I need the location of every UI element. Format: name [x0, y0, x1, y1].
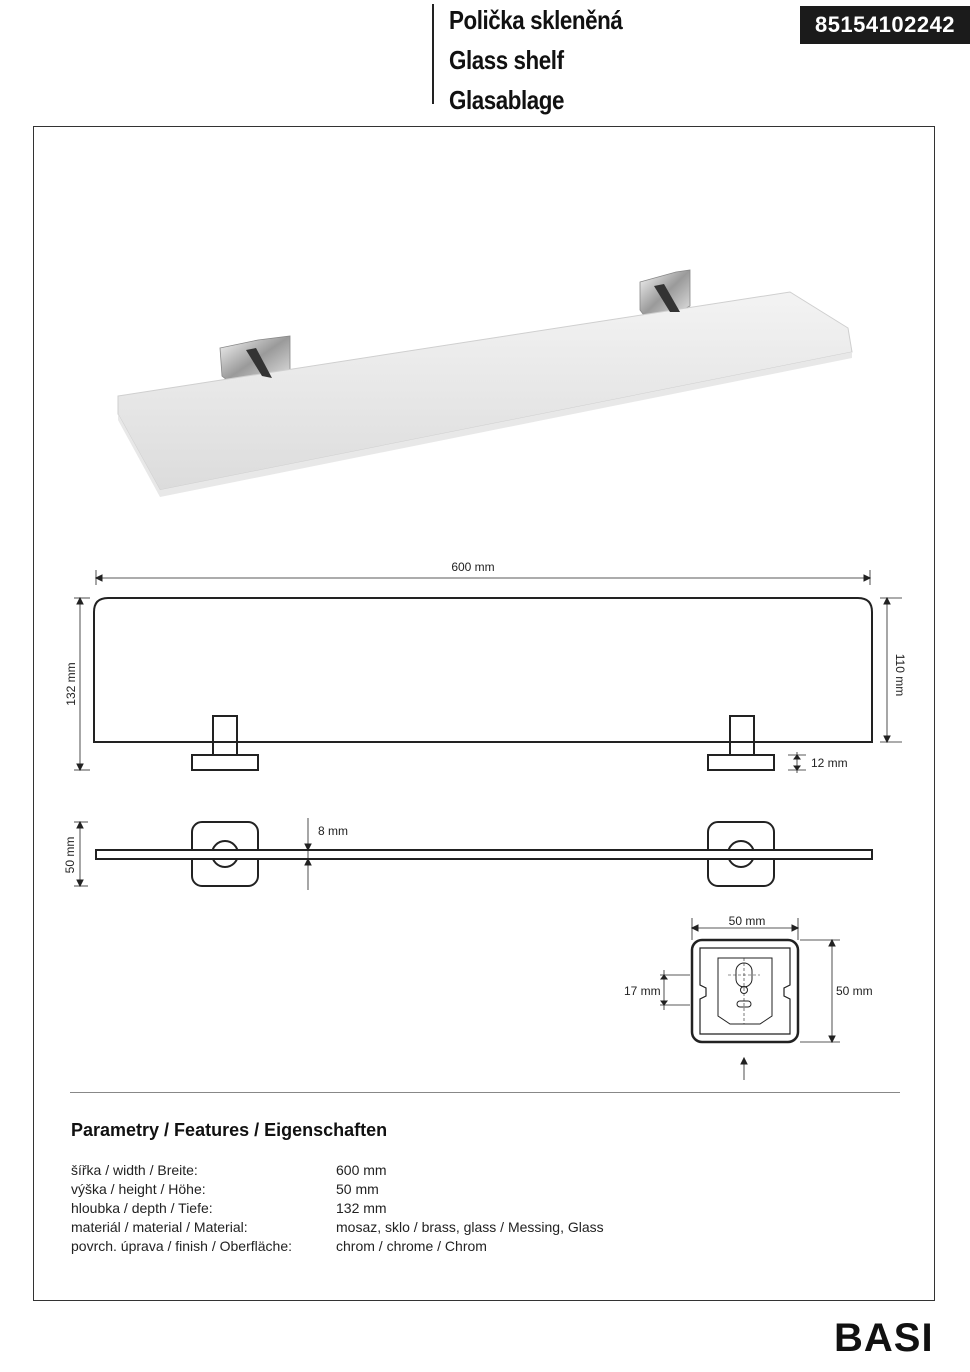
hole-spacing-label: 17 mm — [624, 984, 661, 998]
glass-panel-render — [118, 292, 852, 490]
feature-label: povrch. úprava / finish / Oberfläche: — [71, 1238, 292, 1254]
feature-label: výška / height / Höhe: — [71, 1181, 206, 1197]
width-label: 600 mm — [451, 560, 495, 574]
glass-height-label: 110 mm — [893, 653, 907, 697]
front-view — [74, 570, 902, 773]
feature-value: mosaz, sklo / brass, glass / Messing, Glass — [336, 1219, 604, 1235]
features-table — [71, 1161, 604, 1256]
mount-height-label: 50 mm — [63, 836, 77, 874]
depth-label: 132 mm — [64, 662, 78, 706]
feature-row-depth — [71, 1199, 604, 1218]
base-width-label: 50 mm — [728, 914, 766, 928]
product-code-badge: 85154102242 — [800, 6, 970, 44]
feature-row-width — [71, 1161, 604, 1180]
top-view — [74, 818, 872, 890]
feature-label: hloubka / depth / Tiefe: — [71, 1200, 213, 1216]
title-english: Glass shelf — [449, 45, 564, 75]
feature-value: 600 mm — [336, 1162, 387, 1178]
feature-row-finish — [71, 1237, 604, 1256]
title-german: Glasablage — [449, 85, 565, 115]
feature-label: materiál / material / Material: — [71, 1219, 248, 1235]
feature-label: šířka / width / Breite: — [71, 1162, 198, 1178]
feature-value: chrom / chrome / Chrom — [336, 1238, 487, 1254]
feature-value: 132 mm — [336, 1200, 387, 1216]
features-heading: Parametry / Features / Eigenschaften — [71, 1120, 388, 1140]
brand-logo: BASI — [834, 1316, 934, 1360]
base-height-label: 50 mm — [836, 984, 873, 998]
bracket-gap-label: 12 mm — [811, 756, 848, 770]
feature-row-height — [71, 1180, 604, 1199]
base-detail — [660, 918, 840, 1080]
glass-thickness-label: 8 mm — [318, 824, 348, 838]
title-czech: Polička skleněná — [449, 5, 623, 35]
section-divider — [70, 1092, 900, 1093]
feature-row-material — [71, 1218, 604, 1237]
product-render — [118, 270, 852, 497]
feature-value: 50 mm — [336, 1181, 379, 1197]
